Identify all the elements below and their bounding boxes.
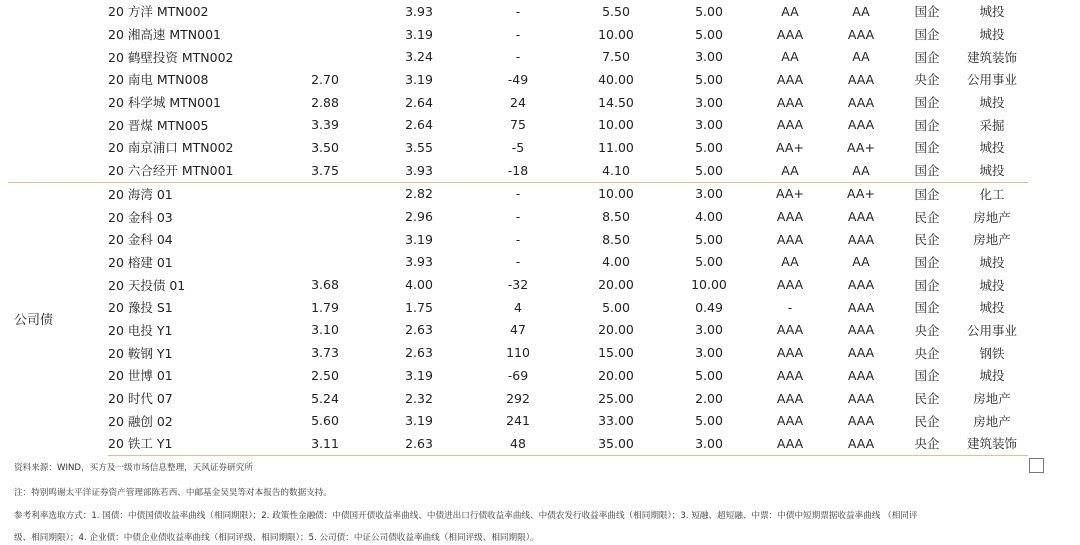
table-cell: 房地产 (973, 413, 1011, 429)
table-row (8, 409, 1028, 432)
bond-name-cell: 20 世博 01 (108, 368, 173, 384)
table-cell: AA (852, 3, 870, 19)
table-cell: 城投 (979, 368, 1005, 384)
table-cell (278, 228, 372, 251)
table-cell: 城投 (979, 163, 1005, 179)
table-row (8, 113, 1028, 136)
table-cell: AAA (776, 413, 804, 429)
table-cell: 10.00 (691, 277, 727, 293)
table-cell: 民企 (914, 232, 940, 248)
table-cell: 5.24 (311, 390, 339, 406)
table-cell: 3.19 (405, 413, 433, 429)
table-row (8, 387, 1028, 410)
table-cell: 2.63 (405, 345, 433, 361)
table-cell: 房地产 (973, 209, 1011, 225)
table-cell: 国企 (914, 117, 940, 133)
table-cell: 2.50 (311, 367, 339, 383)
table-cell: 3.19 (405, 26, 433, 42)
bond-name-cell: 20 金科 04 (108, 232, 173, 248)
table-cell: AAA (776, 209, 804, 225)
table-cell: 钢铁 (979, 345, 1005, 361)
table-cell: AAA (847, 367, 875, 383)
reference-note-line2: 级、相同期限）；4. 企业债：中债企业债收益率曲线（相同评级、相同期限）；5. 公司债：中证公司债收益率曲线（相同评级、相同期限）。 (14, 533, 539, 543)
table-cell: 48 (466, 432, 570, 455)
table-cell: -32 (507, 277, 529, 293)
table-cell: AAA (847, 322, 875, 338)
category-cell: 公司债 (8, 182, 108, 455)
table-body (8, 0, 1028, 455)
table-cell: AAA (847, 345, 875, 361)
table-row (8, 205, 1028, 228)
table-cell: 建筑装饰 (966, 49, 1017, 65)
table-cell: 3.39 (311, 117, 339, 133)
table-cell: AAA (847, 299, 875, 315)
table-cell: 3.00 (662, 432, 756, 455)
bond-name-cell: 20 天投债 01 (108, 277, 186, 293)
bond-name-cell: 20 鹤壁投资 MTN002 (108, 49, 234, 65)
table-cell: 40.00 (598, 71, 634, 87)
table-cell: 8.50 (602, 209, 630, 225)
bond-name-cell: 20 铁工 Y1 (108, 432, 278, 455)
table-row (8, 159, 1028, 182)
table-cell: 城投 (979, 300, 1005, 316)
table-cell: 2.32 (405, 390, 433, 406)
table-cell: 城投 (979, 277, 1005, 293)
table-cell: 5.00 (695, 139, 723, 155)
table-row (8, 45, 1028, 68)
table-cell: 24 (510, 94, 526, 110)
table-cell: AAA (776, 231, 804, 247)
table-cell: 央企 (914, 345, 940, 361)
table-row (8, 68, 1028, 91)
table-cell: 国企 (898, 182, 956, 205)
table-cell: 15.00 (598, 345, 634, 361)
table-cell: 20.00 (598, 277, 634, 293)
table-cell: AA (781, 254, 799, 270)
table-cell: 国企 (914, 368, 940, 384)
table-cell: 0.49 (695, 299, 723, 315)
table-row (8, 23, 1028, 46)
table-cell: 5.00 (695, 367, 723, 383)
table-cell: 国企 (914, 95, 940, 111)
table-cell: 5.00 (695, 162, 723, 178)
table-cell: 民企 (914, 209, 940, 225)
table-cell: 20.00 (598, 367, 634, 383)
table-cell: - (515, 209, 521, 225)
table-cell: 4 (514, 299, 522, 315)
table-cell: AAA (776, 26, 804, 42)
table-cell: 3.19 (405, 231, 433, 247)
table-cell: 国企 (914, 300, 940, 316)
table-cell: 3.93 (405, 254, 433, 270)
table-cell: 房地产 (973, 391, 1011, 407)
table-cell: AAA (847, 390, 875, 406)
table-cell: 3.73 (311, 345, 339, 361)
table-cell: - (515, 254, 521, 270)
table-cell: 5.00 (602, 299, 630, 315)
table-cell: 央企 (898, 432, 956, 455)
table-cell: 建筑装饰 (956, 432, 1028, 455)
table-cell: AAA (776, 367, 804, 383)
table-cell: 8.50 (602, 231, 630, 247)
table-cell: 3.00 (695, 49, 723, 65)
table-cell: AA (852, 162, 870, 178)
table-cell: 35.00 (570, 432, 662, 455)
table-cell: - (515, 231, 521, 247)
bond-name-cell: 20 榕建 01 (108, 254, 173, 270)
table-cell: 国企 (914, 163, 940, 179)
table-cell: 3.68 (311, 277, 339, 293)
table-cell: 7.50 (602, 49, 630, 65)
table-cell: 33.00 (598, 413, 634, 429)
table-cell: 1.79 (311, 299, 339, 315)
category-cell (8, 0, 108, 182)
table-cell: 2.88 (311, 94, 339, 110)
bond-name-cell: 20 海湾 01 (108, 182, 278, 205)
table-cell: 3.19 (405, 367, 433, 383)
thanks-note: 注：特别鸣谢太平洋证券资产管理部陈若西、中邮基金吴昊等对本报告的数据支持。 (14, 488, 332, 498)
table-cell: 4.00 (405, 277, 433, 293)
table-cell (278, 205, 372, 228)
table-cell: 3.00 (695, 345, 723, 361)
table-cell: 10.00 (570, 182, 662, 205)
table-cell: 2.00 (695, 390, 723, 406)
table-cell: AAA (776, 390, 804, 406)
bond-name-cell: 20 南京浦口 MTN002 (108, 140, 234, 156)
table-cell: AAA (847, 413, 875, 429)
table-row (8, 364, 1028, 387)
table-cell: 城投 (979, 27, 1005, 43)
table-cell: 3.00 (662, 182, 756, 205)
bond-name-cell: 20 金科 03 (108, 209, 173, 225)
table-row (8, 432, 1028, 455)
table-cell: 14.50 (598, 94, 634, 110)
table-row (8, 0, 1028, 23)
table-cell: 3.24 (405, 49, 433, 65)
table-cell: -69 (507, 367, 529, 383)
source-note: 资料来源：WIND，买方及一级市场信息整理，天风证券研究所 (14, 463, 253, 473)
table-row (8, 91, 1028, 114)
table-cell: AAA (847, 26, 875, 42)
table-row (8, 251, 1028, 274)
table-row (8, 296, 1028, 319)
table-cell: 城投 (979, 4, 1005, 20)
table-cell: AA (781, 49, 799, 65)
table-cell: - (515, 26, 521, 42)
table-cell: 3.93 (405, 3, 433, 19)
table-cell: 4.10 (602, 162, 630, 178)
bond-name-cell: 20 晋煤 MTN005 (108, 117, 209, 133)
bond-name-cell: 20 鞍钢 Y1 (108, 345, 173, 361)
table-cell: 2.63 (405, 322, 433, 338)
table-cell: AAA (776, 345, 804, 361)
table-cell: 3.19 (405, 71, 433, 87)
table-cell: -49 (507, 71, 529, 87)
bond-name-cell: 20 科学城 MTN001 (108, 95, 221, 111)
bond-name-cell: 20 豫投 S1 (108, 300, 173, 316)
table-cell: 3.00 (695, 322, 723, 338)
table-cell: AAA (847, 94, 875, 110)
bond-name-cell: 20 电投 Y1 (108, 322, 173, 338)
table-cell: 3.50 (311, 139, 339, 155)
table-cell: - (515, 3, 521, 19)
reference-note-line1: 参考利率选取方式：1. 国债：中债国债收益率曲线（相同期限）；2. 政策性金融债：中债国开债收益率曲线、中债进出口行债收益率曲线、中债农发行收益率曲线（相同期限）；3. 短融、超短融、中票：中债中短期票据收益率曲线 （相同评 (14, 511, 918, 521)
table-cell: 3.75 (311, 162, 339, 178)
bond-name-cell: 20 六合经开 MTN001 (108, 163, 234, 179)
table-cell: 2.70 (311, 71, 339, 87)
table-cell: 10.00 (598, 117, 634, 133)
table-row (8, 319, 1028, 342)
table-cell: 5.00 (695, 3, 723, 19)
table-cell: 3.10 (311, 322, 339, 338)
table-cell: -5 (511, 139, 525, 155)
table-row (8, 228, 1028, 251)
table-cell: AAA (776, 117, 804, 133)
table-cell: 3.93 (405, 162, 433, 178)
table-cell: 化工 (956, 182, 1028, 205)
table-cell (278, 45, 372, 68)
bond-name-cell: 20 方洋 MTN002 (108, 4, 209, 20)
table-cell: 1.75 (405, 299, 433, 315)
table-row (8, 182, 1028, 205)
table-cell: 国企 (914, 140, 940, 156)
table-cell: 5.00 (695, 71, 723, 87)
table-cell: 2.63 (372, 432, 466, 455)
table-cell: 采掘 (979, 117, 1005, 133)
table-cell: 3.11 (278, 432, 372, 455)
table-cell: AA+ (824, 182, 898, 205)
table-cell: AA+ (776, 139, 804, 155)
table-cell: 城投 (979, 254, 1005, 270)
table-cell: 20.00 (598, 322, 634, 338)
table-cell: 2.96 (405, 209, 433, 225)
table-cell: 国企 (914, 27, 940, 43)
bond-name-cell: 20 融创 02 (108, 413, 173, 429)
table-cell: 11.00 (598, 139, 634, 155)
table-cell: AAA (776, 94, 804, 110)
bond-issuance-table (8, 0, 1028, 456)
table-cell (278, 251, 372, 274)
table-cell: AAA (847, 231, 875, 247)
table-cell: 民企 (914, 413, 940, 429)
table-cell: 5.00 (695, 254, 723, 270)
table-cell: AA+ (756, 182, 824, 205)
table-cell: 央企 (914, 322, 940, 338)
table-cell: 110 (506, 345, 530, 361)
table-cell: 3.00 (695, 94, 723, 110)
table-cell (278, 23, 372, 46)
table-cell: AAA (776, 322, 804, 338)
table-cell: 公用事业 (966, 322, 1017, 338)
table-cell: AA (781, 3, 799, 19)
table-cell: 3.00 (695, 117, 723, 133)
bond-name-cell: 20 南电 MTN008 (108, 72, 209, 88)
table-cell (278, 182, 372, 205)
table-cell: -18 (507, 162, 529, 178)
table-cell: 292 (506, 390, 530, 406)
table-cell: AAA (824, 432, 898, 455)
table-cell: AA (781, 162, 799, 178)
table-cell: - (515, 49, 521, 65)
table-cell (278, 0, 372, 23)
table-cell: AAA (847, 117, 875, 133)
table-cell: 75 (510, 117, 526, 133)
table-cell: AA (852, 49, 870, 65)
table-cell: 民企 (914, 391, 940, 407)
checkbox[interactable] (1029, 458, 1044, 473)
table-cell: 4.00 (602, 254, 630, 270)
table-cell: 2.82 (372, 182, 466, 205)
table-cell: 国企 (914, 254, 940, 270)
table-cell: 国企 (914, 4, 940, 20)
table-cell: 3.55 (405, 139, 433, 155)
table-cell: 房地产 (973, 232, 1011, 248)
table-cell: - (787, 299, 793, 315)
table-cell: 5.60 (311, 413, 339, 429)
table-cell: 2.64 (405, 117, 433, 133)
table-cell: 241 (506, 413, 530, 429)
table-row (8, 341, 1028, 364)
table-cell: AA+ (847, 139, 875, 155)
table-cell: 10.00 (598, 26, 634, 42)
table-cell: 25.00 (598, 390, 634, 406)
table-cell: 47 (510, 322, 526, 338)
table-cell: AAA (847, 71, 875, 87)
table-cell: 5.00 (695, 231, 723, 247)
table-cell: 5.00 (695, 26, 723, 42)
table-cell: AAA (847, 209, 875, 225)
table-cell: - (466, 182, 570, 205)
bond-name-cell: 20 湘高速 MTN001 (108, 27, 221, 43)
table-cell: 国企 (914, 49, 940, 65)
table-cell: 国企 (914, 277, 940, 293)
bond-name-cell: 20 时代 07 (108, 391, 173, 407)
table-cell: 5.50 (602, 3, 630, 19)
table-cell: 城投 (979, 95, 1005, 111)
table-cell: 央企 (914, 72, 940, 88)
table-cell: AAA (776, 71, 804, 87)
table-row (8, 136, 1028, 159)
table-row (8, 273, 1028, 296)
table-cell: 城投 (979, 140, 1005, 156)
table-cell: 公用事业 (966, 72, 1017, 88)
table-cell: 4.00 (695, 209, 723, 225)
table-cell: 2.64 (405, 94, 433, 110)
table-cell: AA (852, 254, 870, 270)
table-cell: AAA (847, 277, 875, 293)
table-cell: 5.00 (695, 413, 723, 429)
table-cell: AAA (756, 432, 824, 455)
table-cell: AAA (776, 277, 804, 293)
